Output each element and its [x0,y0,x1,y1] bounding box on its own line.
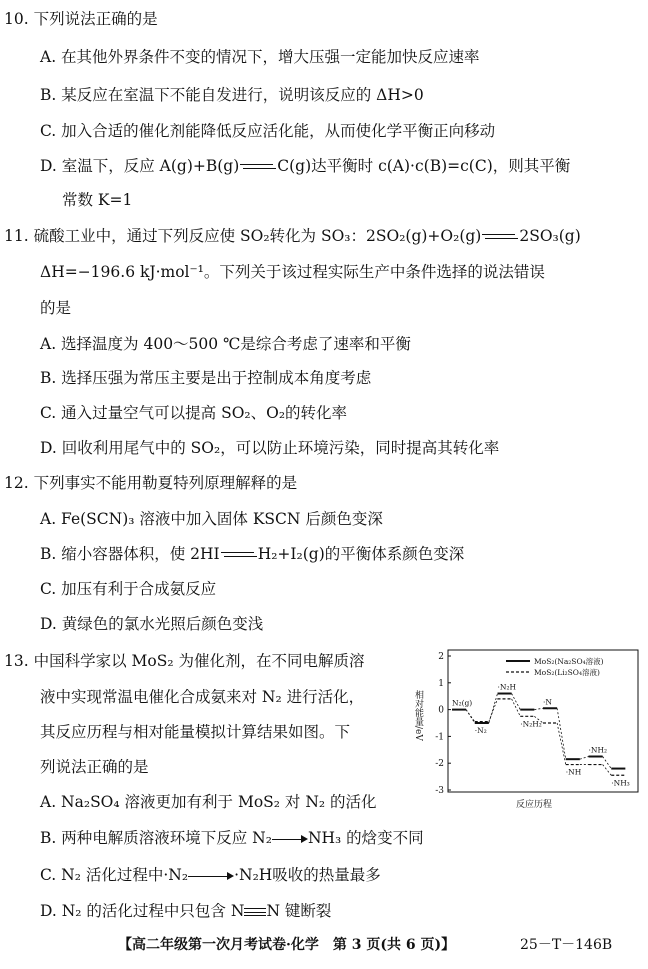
y-tick-label: -1 [435,732,444,743]
footer-code: 25－T－146B [520,937,613,953]
chart-legend [506,656,604,677]
connector [557,723,566,765]
y-tick-label: 2 [438,652,444,662]
connector [466,710,475,723]
q11-stem-pre: 11. 硫酸工业中，通过下列反应使 SO₂转化为 SO₃：2SO₂(g)+O₂(g) [4,227,482,245]
stage-label: ·N₂H [497,682,516,692]
q13-stem-line1: 13. 中国科学家以 MoS₂ 为催化剂，在不同电解质溶 [4,652,365,670]
equilibrium-arrow-icon [482,232,518,242]
y-tick-label: -3 [435,786,444,796]
footer-title: 【高二年级第一次月考试卷·化学 第 3 页(共 6 页)】 [118,937,456,953]
connector [557,708,566,759]
connector [580,757,589,760]
q13-option-c-pre: C. N₂ 活化过程中·N₂ [40,866,189,884]
stage-label: ·N [543,697,552,707]
stage-label: ·N₂ [474,726,487,735]
equilibrium-arrow-icon [221,550,257,560]
connector [466,710,475,722]
reaction-arrow-icon [272,834,308,844]
q13-option-d [40,900,331,922]
q13-option-b-pre: B. 两种电解质溶液环境下反应 N₂ [40,829,272,847]
stage-label: ·NH₃ [611,778,630,788]
q12-option-a: A. Fe(SCN)₃ 溶液中加入固体 KSCN 后颜色变深 [40,510,383,528]
y-axis-label: 相对能量/eV [413,690,423,741]
stage-label: ·NH [565,767,582,777]
connector [603,757,612,769]
stage-label: ·NH₂ [588,745,607,755]
y-tick-label: -2 [435,759,444,770]
q11-option-a: A. 选择温度为 400～500 ℃是综合考虑了速率和平衡 [40,335,411,353]
legend-label: MoS₂(Li₂SO₄溶液) [534,668,600,677]
legend-label: MoS₂(Na₂SO₄溶液) [534,657,604,666]
triple-bond-icon [244,907,266,917]
q11-option-d: D. 回收利用尾气中的 SO₂，可以防止环境污染，同时提高其转化率 [40,439,500,457]
q10-stem: 10. 下列说法正确的是 [4,10,158,28]
q13-option-a: A. Na₂SO₄ 溶液更加有利于 MoS₂ 对 N₂ 的活化 [40,793,377,811]
q10-option-c: C. 加入合适的催化剂能降低反应活化能，从而使化学平衡正向移动 [40,122,496,140]
q12-option-c: C. 加压有利于合成氨反应 [40,580,217,598]
q12-option-b [40,543,464,565]
q13-stem-line3: 其反应历程与相对能量模拟计算结果如图。下 [40,723,351,741]
q13-option-d-pre: D. N₂ 的活化过程中只包含 N [40,902,245,920]
q10-option-d-post: C(g)达平衡时 c(A)·c(B)=c(C)，则其平衡 [277,157,571,175]
q12-option-b-pre: B. 缩小容器体积，使 2HI [40,545,220,563]
q11-stem-line3: 的是 [40,299,72,317]
y-tick-label: 0 [438,705,444,716]
q12-option-b-post: H₂+I₂(g)的平衡体系颜色变深 [257,545,465,563]
q13-option-b-post: NH₃ 的焓变不同 [307,829,424,847]
y-tick-label: 1 [438,678,444,689]
q11-option-c: C. 通入过量空气可以提高 SO₂、O₂的转化率 [40,404,348,422]
connector [534,708,543,709]
q11-option-b: B. 选择压强为常压主要是出于控制成本角度考虑 [40,369,372,387]
equilibrium-arrow-icon [240,162,276,172]
stage-label: ·N₂H₂ [520,719,542,729]
q10-option-a: A. 在其他外界条件不变的情况下，增大压强一定能加快反应速率 [40,48,480,66]
q11-stem [4,225,581,247]
q13-stem-line2: 液中实现常温电催化合成氨来对 N₂ 进行活化， [40,688,365,706]
q10-option-d-pre: D. 室温下，反应 A(g)+B(g) [40,157,240,175]
stage-labels [452,683,630,788]
connector [489,694,498,723]
q13-option-d-post: N 键断裂 [266,902,332,920]
q11-stem-post: 2SO₃(g) [519,227,581,245]
q13-option-c-post: ·N₂H吸收的热量最多 [234,866,381,884]
q10-option-d-cont: 常数 K=1 [62,191,133,209]
q10-option-d [40,155,570,177]
q10-option-b: B. 某反应在室温下不能自发进行，说明该反应的 ΔH>0 [40,86,424,104]
q13-stem-line4: 列说法正确的是 [40,758,149,776]
energy-profile-chart [404,642,644,812]
q12-option-d: D. 黄绿色的氯水光照后颜色变浅 [40,615,264,633]
reaction-arrow-icon [188,871,234,881]
q13-option-b [40,827,424,849]
q11-stem-line2: ΔH=−196.6 kJ·mol⁻¹。下列关于该过程实际生产中条件选择的说法错误 [40,263,545,281]
stage-label: N₂(g) [452,698,473,708]
x-axis-label: 反应历程 [516,800,553,810]
q12-stem: 12. 下列事实不能用勒夏特列原理解释的是 [4,474,298,492]
y-axis-ticks [435,652,451,796]
q13-option-c [40,864,381,886]
